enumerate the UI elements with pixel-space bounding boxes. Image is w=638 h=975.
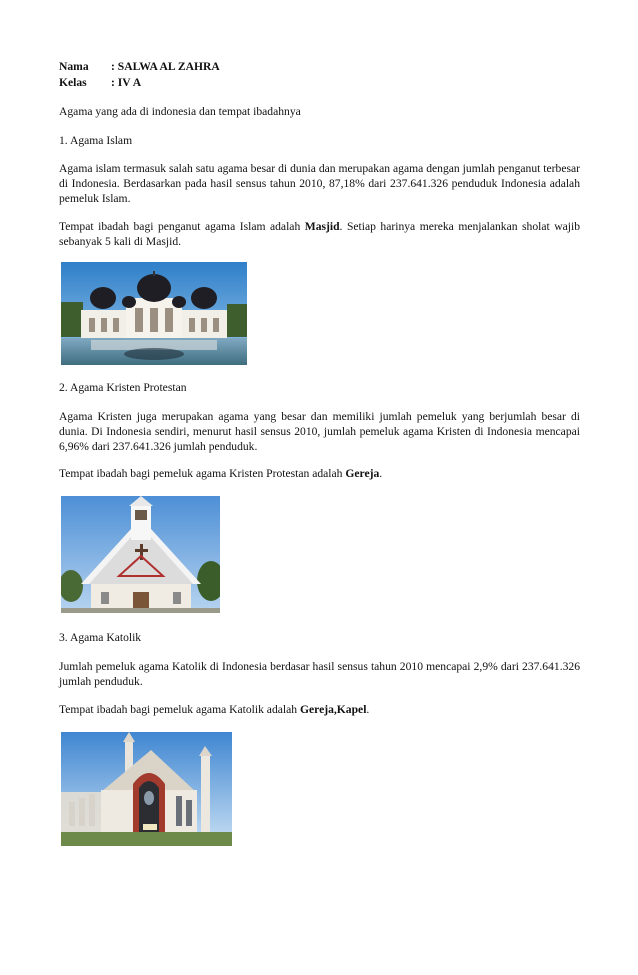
worship-place-catholic bbox=[59, 702, 580, 717]
name-label: Nama bbox=[59, 60, 89, 73]
cathedral-photo bbox=[61, 732, 232, 846]
class-label: Kelas bbox=[59, 76, 87, 89]
section-description-protestant: Agama Kristen juga merupakan agama yang besar dan memiliki jumlah pemeluk yang berjumlah besar di dunia. Di Indonesia sendiri, menurut hasil sensus 2010, jumlah pemeluk agama Kristen di Indonesia mencapai 6,96% dari 237.641.326 jumlah penduduk. bbox=[59, 410, 580, 453]
worship-suffix: . bbox=[366, 703, 370, 716]
worship-prefix: Tempat ibadah bagi pemeluk agama Kristen Protestan adalah bbox=[59, 467, 343, 480]
section-heading-islam: 1. Agama Islam bbox=[59, 134, 133, 147]
class-value: : IV A bbox=[111, 76, 142, 89]
section-description-islam: Agama islam termasuk salah satu agama besar di dunia dan merupakan agama dengan jumlah penganut terbesar di Indonesia. Berdasarkan pada hasil sensus tahun 2010, 87,18% dari 237.641.326 penduduk Indonesia adalah pemeluk Islam. bbox=[59, 162, 580, 205]
intro-line: Agama yang ada di indonesia dan tempat ibadahnya bbox=[59, 105, 301, 118]
worship-prefix: Tempat ibadah bagi penganut agama Islam adalah bbox=[59, 220, 301, 233]
worship-prefix: Tempat ibadah bagi pemeluk agama Katolik adalah bbox=[59, 703, 298, 716]
worship-place-islam bbox=[59, 219, 580, 249]
section-heading-catholic: 3. Agama Katolik bbox=[59, 631, 142, 644]
worship-suffix: . bbox=[379, 467, 383, 480]
worship-suffix: . Setiap harinya mereka menjalankan sholat wajib sebanyak 5 kali di Masjid. bbox=[59, 220, 581, 248]
worship-place-protestant bbox=[59, 466, 580, 481]
mosque-photo bbox=[61, 262, 247, 365]
worship-place-separator: , bbox=[333, 703, 337, 716]
section-heading-protestant: 2. Agama Kristen Protestan bbox=[59, 381, 187, 394]
worship-place-name: Gereja bbox=[345, 467, 380, 480]
worship-place-name-2: Kapel bbox=[336, 703, 367, 716]
name-value: : SALWA AL ZAHRA bbox=[111, 60, 220, 73]
section-description-catholic: Jumlah pemeluk agama Katolik di Indonesia berdasar hasil sensus tahun 2010 mencapai 2,9% dari 237.641.326 jumlah penduduk. bbox=[59, 660, 580, 688]
worship-place-name: Masjid bbox=[304, 220, 340, 233]
worship-place-name: Gereja bbox=[299, 703, 334, 716]
church-photo bbox=[61, 496, 220, 613]
